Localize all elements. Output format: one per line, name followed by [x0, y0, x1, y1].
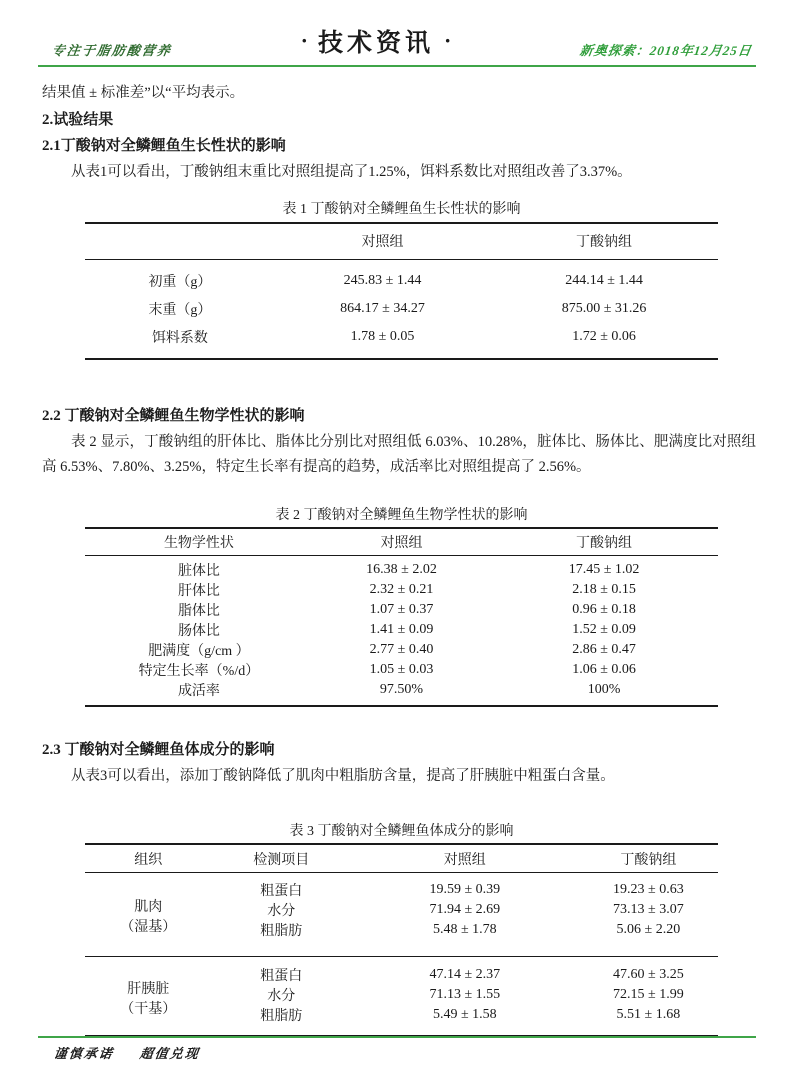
- table-cell: 末重（g）: [148, 302, 212, 318]
- table-cell: 0.96 ± 0.18: [572, 601, 636, 617]
- table-cell: 5.51 ± 1.68: [616, 1007, 681, 1022]
- table-cell: 2.18 ± 0.15: [572, 581, 636, 597]
- paragraph-2-1: 从表1可以看出，丁酸钠组末重比对照组提高了1.25%，饵料系数比对照组改善了3.37%。: [71, 164, 632, 180]
- table-cell: 47.60 ± 3.25: [579, 957, 718, 986]
- table-cell: 1.78 ± 0.05: [350, 328, 415, 344]
- table-cell: 71.13 ± 1.55: [429, 987, 501, 1002]
- table-1-title: 表 1 丁酸钠对全鳞鲤鱼生长性状的影响: [282, 201, 521, 217]
- table-2-block: [85, 507, 718, 707]
- table-cell: 875.00 ± 31.26: [561, 300, 647, 316]
- table-header-cell: 丁酸钠组: [490, 528, 718, 556]
- table-1: [85, 222, 718, 360]
- table-cell: 2.86 ± 0.47: [572, 641, 636, 657]
- section-heading-2-2: 2.2 丁酸钠对全鳞鲤鱼生物学性状的影响: [42, 407, 305, 424]
- table-header-cell: 丁酸钠组: [490, 223, 718, 260]
- table-header-cell: [85, 223, 275, 260]
- header-date: 新奥探索：2018年12月25日: [578, 43, 753, 58]
- table-cell: 脏体比: [177, 563, 220, 579]
- table-cell: 16.38 ± 2.02: [366, 561, 437, 577]
- table-cell: 71.94 ± 2.69: [429, 902, 501, 917]
- table-cell: 5.06 ± 2.20: [616, 922, 681, 937]
- table-row: [85, 660, 718, 680]
- footer-slogan-right: 超值兑现: [138, 1046, 201, 1061]
- table-cell: 成活率: [177, 683, 220, 699]
- table-cell: 244.14 ± 1.44: [565, 272, 643, 288]
- page-header: [38, 0, 756, 67]
- table-row: [85, 600, 718, 620]
- table-row: [85, 323, 718, 359]
- tissue-basis: （湿基）: [120, 920, 177, 935]
- table-cell: 2.32 ± 0.21: [369, 581, 434, 597]
- table-header-cell: 丁酸钠组: [579, 844, 718, 873]
- paragraph-2-3: 从表3可以看出，添加丁酸钠降低了肌肉中粗脂肪含量，提高了肝胰脏中粗蛋白含量。: [71, 767, 615, 784]
- section-heading-2-3: 2.3 丁酸钠对全鳞鲤鱼体成分的影响: [42, 741, 275, 758]
- tissue-cell: [85, 873, 212, 957]
- table-3-title: 表 3 丁酸钠对全鳞鲤鱼体成分的影响: [289, 824, 514, 839]
- table-cell: 17.45 ± 1.02: [568, 561, 640, 577]
- table-header-cell: 对照组: [275, 223, 490, 260]
- tissue-name: 肌肉: [134, 900, 163, 915]
- table-2: [85, 527, 718, 707]
- table-row: [85, 555, 718, 580]
- page-footer: [38, 1036, 756, 1062]
- table-row: [85, 259, 718, 295]
- page-content: [42, 67, 756, 1037]
- table-cell: 47.14 ± 2.37: [351, 957, 579, 986]
- table-cell: 1.06 ± 0.06: [572, 661, 636, 677]
- table-row: [85, 528, 718, 556]
- table-1-block: [85, 201, 718, 360]
- table-row: [85, 873, 718, 901]
- table-cell: 肠体比: [177, 623, 220, 639]
- header-dot-right-icon: ·: [444, 28, 452, 53]
- table-cell: 肥满度（g/cm ）: [148, 643, 250, 659]
- table-cell: 1.52 ± 0.09: [572, 621, 636, 637]
- table-3: [85, 843, 718, 1037]
- table-row: [85, 580, 718, 600]
- table-cell: 粗蛋白: [260, 884, 303, 899]
- table-cell: 73.13 ± 3.07: [613, 902, 684, 917]
- table-cell: 2.77 ± 0.40: [369, 641, 434, 657]
- table-header-cell: 组织: [85, 844, 212, 873]
- table-3-block: [85, 823, 718, 1037]
- table-cell: 粗脂肪: [260, 1009, 303, 1024]
- table-cell: 脂体比: [177, 603, 220, 619]
- tissue-basis: （干基）: [120, 1002, 177, 1017]
- table-cell: 97.50%: [379, 681, 424, 697]
- table-cell: 1.72 ± 0.06: [572, 328, 636, 344]
- table-cell: 水分: [267, 904, 296, 919]
- table-cell: 100%: [587, 681, 621, 697]
- table-cell: 1.41 ± 0.09: [369, 621, 434, 637]
- table-header-cell: 生物学性状: [85, 528, 313, 556]
- header-title: [301, 23, 452, 59]
- table-row: [85, 844, 718, 873]
- table-cell: 饵料系数: [151, 330, 208, 346]
- table-row: [85, 957, 718, 986]
- header-left-slogan: 专注于脂肪酸营养: [50, 43, 173, 58]
- table-row: [85, 620, 718, 640]
- table-cell: 19.23 ± 0.63: [613, 882, 684, 897]
- tissue-cell: [85, 957, 212, 1037]
- table-cell: 粗脂肪: [260, 924, 303, 939]
- table-row: [85, 680, 718, 706]
- lead-line: 结果值 ± 标准差”以“平均表示。: [42, 85, 245, 101]
- table-cell: 72.15 ± 1.99: [613, 987, 684, 1002]
- table-cell: 初重（g）: [148, 274, 212, 290]
- table-row: [85, 295, 718, 323]
- footer-slogan: [37, 1043, 758, 1062]
- table-cell: 特定生长率（%/d）: [138, 663, 260, 679]
- table-cell: 5.48 ± 1.78: [432, 922, 497, 937]
- table-cell: 245.83 ± 1.44: [343, 272, 422, 288]
- section-heading-2-1: 2.1丁酸钠对全鳞鲤鱼生长性状的影响: [42, 138, 286, 154]
- table-cell: 864.17 ± 34.27: [340, 300, 425, 316]
- section-heading-results: 2.试验结果: [42, 112, 114, 128]
- paragraph-2-2: 表 2 显示，丁酸钠组的肝体比、脂体比分别比对照组低 6.03%、10.28%，脏体比、肠体比、肥满度比对照组高 6.53%、7.80%、3.25%，特定生长率有提高的趋势，成活率比对照组提高了 2.56%。: [42, 433, 756, 475]
- table-header-cell: 对照组: [313, 528, 490, 556]
- table-header-cell: 检测项目: [212, 844, 351, 873]
- header-title-text: 技术资讯: [317, 29, 434, 57]
- header-dot-left-icon: ·: [300, 28, 308, 53]
- table-row: [85, 223, 718, 260]
- table-cell: 水分: [267, 989, 296, 1004]
- table-header-cell: 对照组: [351, 844, 579, 873]
- tissue-name: 肝胰脏: [127, 982, 170, 997]
- table-row: [85, 640, 718, 660]
- table-cell: 肝体比: [177, 583, 220, 599]
- table-2-title: 表 2 丁酸钠对全鳞鲤鱼生物学性状的影响: [275, 507, 528, 523]
- table-cell: 1.05 ± 0.03: [369, 661, 434, 677]
- table-cell: 1.07 ± 0.37: [369, 601, 434, 617]
- table-cell: 粗蛋白: [212, 957, 351, 986]
- table-cell: 5.49 ± 1.58: [432, 1007, 497, 1022]
- footer-slogan-left: 谨慎承诺: [52, 1046, 115, 1061]
- table-cell: 19.59 ± 0.39: [429, 882, 501, 897]
